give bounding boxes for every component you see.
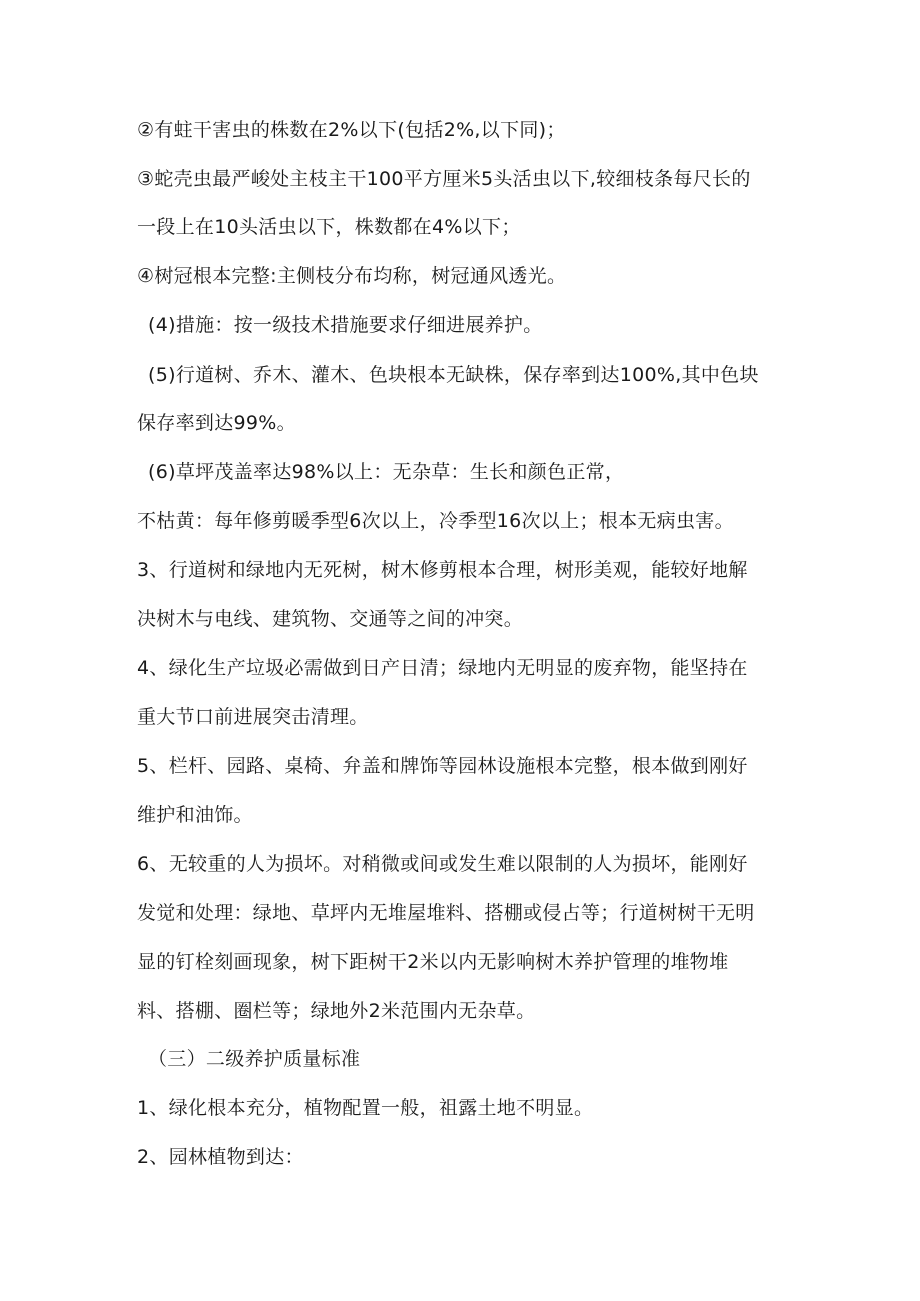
text-line: ④树冠根本完整:主侧枝分布均称，树冠通风透光。 — [137, 265, 567, 287]
text-line: 显的钉栓刻画现象，树下距树干2米以内无影响树木养护管理的堆物堆 — [137, 951, 729, 973]
text-line: 重大节口前进展突击清理。 — [137, 706, 369, 728]
text-line: 维护和油饰。 — [137, 804, 253, 826]
text-line: 料、搭棚、圈栏等；绿地外2米范围内无杂草。 — [137, 1000, 536, 1022]
text-line: 保存率到达99%。 — [137, 412, 296, 434]
text-line: 发觉和处理：绿地、草坪内无堆屋堆料、搭棚或侵占等；行道树树干无明 — [137, 902, 755, 924]
text-line: 2、园林植物到达： — [137, 1146, 304, 1168]
text-line: 一段上在10头活虫以下，株数都在4%以下； — [137, 216, 521, 238]
text-line: ②有蛀干害虫的株数在2%以下(包括2%,以下同)； — [137, 119, 566, 141]
section-heading: （三）二级养护质量标准 — [148, 1048, 361, 1070]
text-line: (4)措施：按一级技术措施要求仔细进展养护。 — [148, 314, 543, 336]
text-line: 4、绿化生产垃圾必需做到日产日清；绿地内无明显的废弃物，能坚持在 — [137, 657, 748, 679]
text-line: 1、绿化根本充分，植物配置一般，祖露土地不明显。 — [137, 1097, 594, 1119]
text-line: ③蛇壳虫最严峻处主枝主干100平方厘米5头活虫以下,较细枝条每尺长的 — [137, 168, 751, 190]
text-line: 决树木与电线、建筑物、交通等之间的冲突。 — [137, 608, 524, 630]
text-line: 3、行道树和绿地内无死树，树木修剪根本合理，树形美观，能较好地解 — [137, 559, 748, 581]
text-line: 不枯黄：每年修剪暖季型6次以上，冷季型16次以上；根本无病虫害。 — [137, 510, 734, 532]
text-line: 5、栏杆、园路、桌椅、弁盖和牌饰等园林设施根本完整，根本做到刚好 — [137, 755, 748, 777]
text-line: 6、无较重的人为损坏。对稍微或间或发生难以限制的人为损坏，能刚好 — [137, 853, 748, 875]
text-line: (6)草坪茂盖率达98%以上：无杂草：生长和颜色正常， — [148, 461, 625, 483]
text-line: (5)行道树、乔木、灌木、色块根本无缺株，保存率到达100%,其中色块 — [148, 364, 759, 386]
